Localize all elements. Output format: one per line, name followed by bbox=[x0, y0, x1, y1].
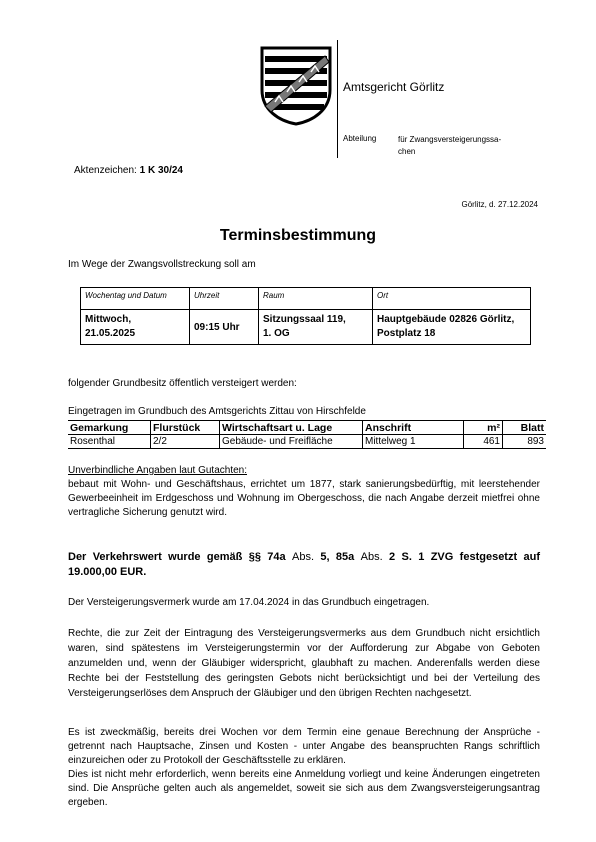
cell-area: 461 bbox=[464, 435, 503, 449]
header-vertical-line bbox=[337, 40, 338, 158]
market-value-abs-1: Abs. bbox=[292, 551, 315, 563]
coat-of-arms-logo bbox=[257, 46, 335, 126]
place-date: Görlitz, d. 27.12.2024 bbox=[461, 200, 538, 209]
col-gemarkung: Gemarkung bbox=[68, 421, 151, 435]
intro-text: Im Wege der Zwangsvollstreckung soll am bbox=[68, 259, 256, 270]
table-row bbox=[68, 435, 546, 449]
market-value-abs-2: Abs. bbox=[360, 551, 383, 563]
land-register-heading: Eingetragen im Grundbuch des Amtsgerichts Zittau von Hirschfelde bbox=[68, 406, 366, 417]
cell-gemarkung: Rosenthal bbox=[68, 435, 151, 449]
col-wirtschaftsart: Wirtschaftsart u. Lage bbox=[220, 421, 363, 435]
header-location: Ort bbox=[373, 288, 531, 310]
rights-paragraph: Rechte, die zur Zeit der Eintragung des Versteigerungsvermerks aus dem Grundbuch nicht ersichtlich waren, sind spätestens im Versteigerungstermin vor der Aufforderung zur Abgabe von Geboten anzumelden und, wenn der Gläubiger widerspricht, glaubhaft zu machen. Anderenfalls werden diese Rechte bei der Feststellung des geringsten Gebots nicht berücksichtigt und bei der Verteilung des Versteigerungserlöses dem Anspruch der Gläubiger und den übrigen Rechten nachgesetzt. bbox=[68, 628, 540, 699]
court-name: Amtsgericht Görlitz bbox=[343, 80, 445, 94]
appointment-room: Sitzungssaal 119, 1. OG bbox=[259, 310, 373, 345]
appointment-table-header-row bbox=[81, 288, 531, 310]
registration-note: Der Versteigerungsvermerk wurde am 17.04.2024 in das Grundbuch eingetragen. bbox=[68, 597, 430, 608]
appointment-date: Mittwoch, 21.05.2025 bbox=[81, 310, 190, 345]
claims-paragraph: Es ist zweckmäßig, bereits drei Wochen vor dem Termin eine genaue Berechnung der Ansprüche - getrennt nach Hauptsache, Zinsen und Kosten - unter Angabe des beanspruchten Rangs schriftlich einzureichen oder zu Protokoll der Geschäftsstelle zu erklären. bbox=[68, 727, 540, 766]
cell-wirtschaftsart: Gebäude- und Freifläche bbox=[220, 435, 363, 449]
appointment-location: Hauptgebäude 02826 Görlitz, Postplatz 18 bbox=[373, 310, 531, 345]
col-anschrift: Anschrift bbox=[363, 421, 464, 435]
market-value-part-3: 5, 85a bbox=[314, 551, 361, 563]
file-reference-label: Aktenzeichen: bbox=[74, 165, 137, 176]
col-flurstueck: Flurstück bbox=[151, 421, 220, 435]
market-value-statement bbox=[68, 550, 540, 580]
department-value: für Zwangsversteigerungssa- chen bbox=[398, 135, 502, 156]
department-label: Abteilung bbox=[343, 134, 377, 143]
file-reference-value: 1 K 30/24 bbox=[139, 165, 183, 176]
market-value-part-5: 2 S. 1 ZVG festgesetzt auf 19.000,00 EUR. bbox=[68, 551, 540, 578]
expert-text: bebaut mit Wohn- und Geschäftshaus, errichtet um 1877, stark sanierungsbedürftig, mit leerstehender Gewerbeeinheit im Erdgeschoss und Wohnung im Obergeschoss, die nach Angabe derzeit mietfrei ohne vertragliche Sicherung genutzt wird. bbox=[68, 479, 540, 518]
col-blatt: Blatt bbox=[503, 421, 547, 435]
claims-note-paragraph: Dies ist nicht mehr erforderlich, wenn bereits eine Anmeldung vorliegt und keine Änderungen eingetreten sind. Die Ansprüche gelten auch als angemeldet, soweit sie sich aus dem Zwangsversteigerungsantrag ergeben. bbox=[68, 769, 540, 808]
header-room: Raum bbox=[259, 288, 373, 310]
appointment-table-value-row bbox=[81, 310, 531, 345]
cell-flurstueck: 2/2 bbox=[151, 435, 220, 449]
appointment-time: 09:15 Uhr bbox=[190, 310, 259, 345]
page-title: Terminsbestimmung bbox=[219, 227, 377, 244]
property-table bbox=[68, 420, 546, 449]
header-weekday-date: Wochentag und Datum bbox=[81, 288, 190, 310]
property-intro: folgender Grundbesitz öffentlich versteigert werden: bbox=[68, 378, 297, 389]
market-value-part-1: Der Verkehrswert wurde gemäß §§ 74a bbox=[68, 551, 293, 563]
cell-blatt: 893 bbox=[503, 435, 547, 449]
file-reference bbox=[74, 165, 183, 176]
col-area: m² bbox=[464, 421, 503, 435]
cell-anschrift: Mittelweg 1 bbox=[363, 435, 464, 449]
header-time: Uhrzeit bbox=[190, 288, 259, 310]
expert-heading: Unverbindliche Angaben laut Gutachten: bbox=[68, 465, 248, 476]
appointment-table bbox=[80, 287, 531, 345]
property-table-header-row bbox=[68, 421, 546, 435]
